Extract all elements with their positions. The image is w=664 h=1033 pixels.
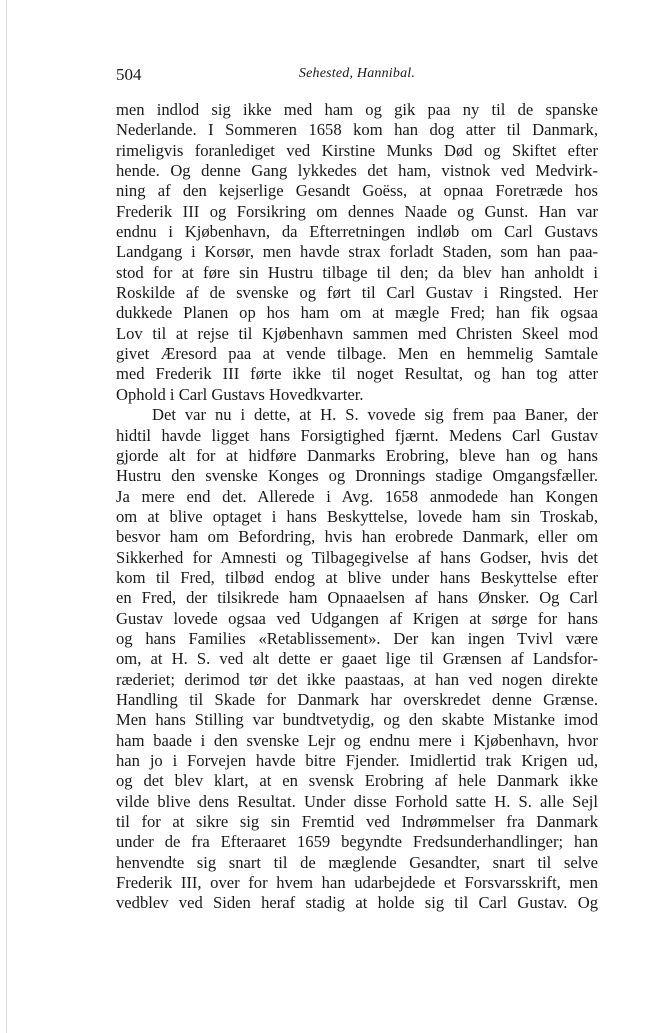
text-line: Ja mere end det. Allerede i Avg. 1658 anmodede han Kongen (116, 486, 598, 506)
page-edge-line (6, 0, 7, 1033)
text-line: Lov til at rejse til Kjøbenhavn sammen med Christen Skeel mod (116, 323, 598, 343)
text-line: kom til Fred, tilbød endog at blive under hans Beskyttelse efter (116, 567, 598, 587)
text-line: henvendte sig snart til de mæglende Gesandter, snart til selve (116, 852, 598, 872)
text-line: Gustav lovede ogsaa ved Udgangen af Krigen at sørge for hans (116, 608, 598, 628)
page-header (116, 65, 598, 87)
text-line: med Frederik III førte ikke til noget Resultat, og han tog atter (116, 364, 598, 384)
text-line: om at blive optaget i hans Beskyttelse, lovede ham sin Troskab, (116, 506, 598, 526)
text-line: Men hans Stilling var bundtvetydig, og den skabte Mistanke imod (116, 710, 598, 730)
text-line: Roskilde af de svenske og ført til Carl Gustav i Ringsted. Her (116, 283, 598, 303)
running-head: Sehested, Hannibal. (298, 66, 416, 81)
text-line: rimeligvis foranlediget ved Kirstine Munks Død og Skiftet efter (116, 140, 598, 160)
text-line: Frederik III, over for hvem han udarbejdede et Forsvarsskrift, men (116, 873, 598, 893)
body-text (116, 100, 598, 914)
text-line: besvor ham om Befordring, hvis han erobrede Danmark, eller om (116, 527, 598, 547)
text-line: Ophold i Carl Gustavs Hovedkvarter. (116, 384, 364, 404)
text-line: og det blev klart, at en svensk Erobring af hele Danmark ikke (116, 771, 598, 791)
paragraph-1 (116, 100, 598, 405)
text-line: under de fra Efteraaret 1659 begyndte Fredsunderhandlinger; han (116, 832, 598, 852)
text-line: Handling til Skade for Danmark har overskredet denne Grænse. (116, 689, 598, 709)
text-line: endnu i Kjøbenhavn, da Efterretningen indløb om Carl Gustavs (116, 222, 598, 242)
text-line: stod for at føre sin Hustru tilbage til den; da blev han anholdt i (116, 262, 598, 282)
text-line: Frederik III og Forsikring om dennes Naade og Gunst. Han var (116, 201, 598, 221)
text-line: han jo i Forvejen havde bitre Fjender. Imidlertid trak Krigen ud, (116, 751, 598, 770)
text-line: ning af den kejserlige Gesandt Goëss, at opnaa Foretræde hos (116, 181, 598, 201)
text-line: Det var nu i dette, at H. S. vovede sig frem paa Baner, der (152, 405, 598, 425)
text-line: til for at sikre sig sin Fremtid ved Indrømmelser fra Danmark (116, 812, 598, 832)
text-line: vilde blive dens Resultat. Under disse Forhold satte H. S. alle Sejl (116, 791, 598, 811)
text-line: givet Æresord paa at vende tilbage. Men en hemmelig Samtale (116, 344, 598, 364)
text-line: Landgang i Korsør, men havde strax forladt Staden, som han paa- (116, 242, 598, 262)
text-line: dukkede Planen op hos ham om at mægle Fred; han fik ogsaa (116, 303, 598, 323)
text-line: om, at H. S. ved alt dette er gaaet lige til Grænsen af Landsfor- (116, 649, 598, 669)
text-line: og hans Families «Retablissement». Der kan ingen Tvivl være (116, 628, 598, 648)
text-line: Hustru den svenske Konges og Dronnings stadige Omgangsfæller. (116, 466, 598, 486)
text-line: Sikkerhed for Amnesti og Tilbagegivelse af hans Godser, hvis det (116, 547, 598, 567)
text-line: hende. Og denne Gang lykkedes det ham, vistnok ved Medvirk- (116, 161, 598, 181)
text-line: hidtil havde ligget hans Forsigtighed fjærnt. Medens Carl Gustav (116, 425, 598, 445)
paragraph-2 (116, 405, 598, 914)
text-line: men indlod sig ikke med ham og gik paa ny til de spanske (116, 100, 598, 119)
text-line: gjorde alt for at hidføre Danmarks Erobring, bleve han og hans (116, 445, 598, 465)
text-line: en Fred, der tilsikrede ham Opnaaelsen af hans Ønsker. Og Carl (116, 588, 598, 608)
text-line: ræderiet; derimod tør det ikke paastaas, at han ved nogen direkte (116, 669, 598, 689)
text-line: ham baade i den svenske Lejr og endnu mere i Kjøbenhavn, hvor (116, 730, 598, 750)
page-number: 504 (116, 65, 142, 84)
text-line: Nederlande. I Sommeren 1658 kom han dog atter til Danmark, (116, 120, 598, 140)
text-line: vedblev ved Siden heraf stadig at holde sig til Carl Gustav. Og (116, 893, 598, 913)
